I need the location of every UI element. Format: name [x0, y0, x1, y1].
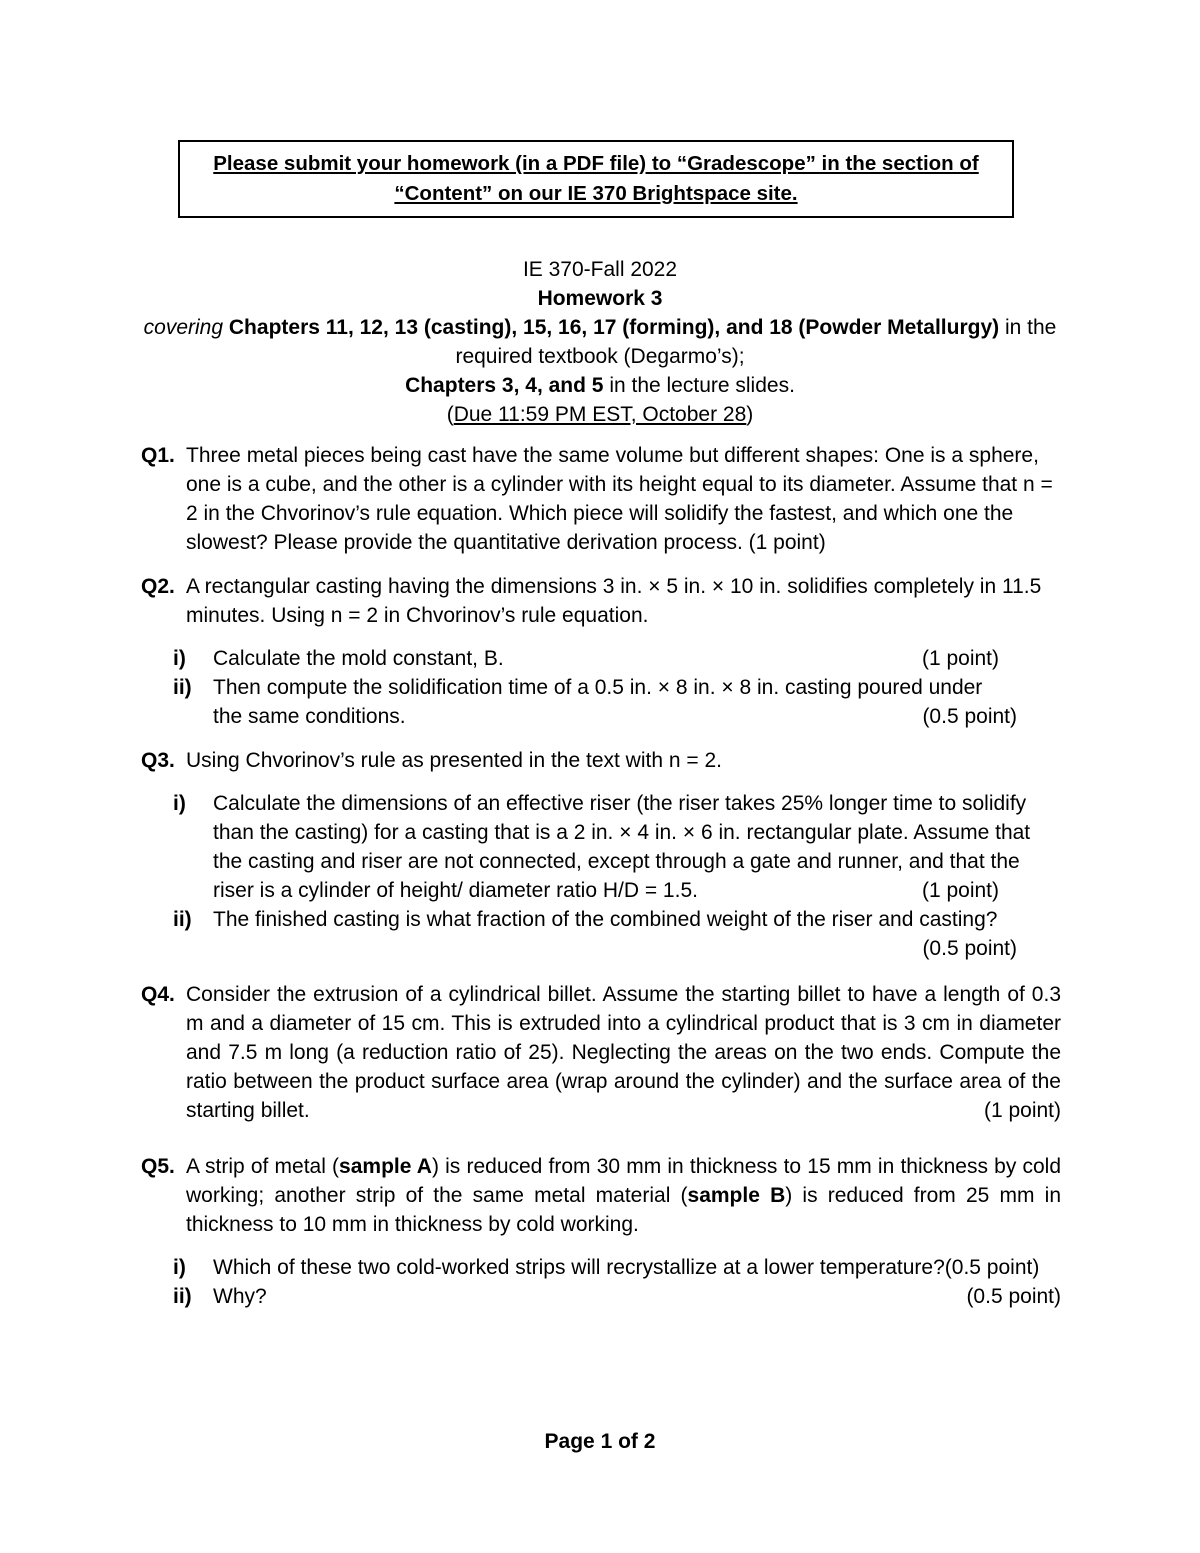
question-3	[141, 746, 1061, 963]
due-close: )	[746, 403, 754, 426]
subquestion-label: ii)	[173, 908, 192, 931]
question-number: Q4.	[141, 983, 175, 1006]
subquestion-text: Which of these two cold-worked strips will recrystallize at a lower temperature?	[213, 1256, 945, 1279]
question-1	[141, 441, 1061, 557]
submission-notice	[178, 140, 1014, 218]
points: (1 point)	[921, 879, 999, 902]
slides-tail: in the lecture slides.	[609, 374, 795, 397]
subquestion-ii	[173, 905, 1061, 963]
due-date: Due 11:59 PM EST, October 28	[453, 403, 747, 426]
question-number: Q5.	[141, 1155, 175, 1178]
due-line	[120, 400, 1080, 429]
points: (1 point)	[921, 647, 999, 670]
subquestion-label: i)	[173, 792, 186, 815]
subquestion-label: ii)	[173, 676, 192, 699]
covering-word: covering	[143, 316, 224, 339]
notice-line-2: “Content” on our IE 370 Brightspace site.	[394, 182, 798, 205]
notice-line-1: Please submit your homework (in a PDF file) to “Gradescope” in the section of	[213, 152, 979, 175]
sample-a: sample A	[339, 1155, 432, 1178]
covering-chapters: Chapters 11, 12, 13 (casting), 15, 16, 17 (forming), and 18 (Powder Metallurgy)	[228, 316, 1000, 339]
question-5	[141, 1152, 1061, 1311]
subquestion-i	[173, 789, 1061, 905]
question-2	[141, 572, 1061, 731]
course-title: IE 370-Fall 2022	[522, 258, 678, 281]
points: (1 point)	[983, 1099, 1061, 1122]
question-4	[141, 980, 1061, 1125]
subquestion-label: i)	[173, 1256, 186, 1279]
question-text: Three metal pieces being cast have the same volume but different shapes: One is a sphere, one is a cube, and the other is a cylinder with its height equal to its diameter. Assume that n = 2 in the Chvorinov’s rule equation. Which piece will solidify the fastest, and which one the slowest? Please provide the quantitative derivation process. (1 point)	[186, 444, 1053, 554]
homework-header	[120, 255, 1080, 429]
covering-line	[120, 313, 1080, 342]
q5-text-c: ) is reduced from 25 mm in thickness to 10 mm in thickness by cold working.	[186, 1184, 1061, 1236]
subquestion-i	[173, 1253, 1061, 1282]
question-text-wrap	[186, 980, 1061, 1125]
question-text: Using Chvorinov’s rule as presented in the text with n = 2.	[186, 749, 722, 772]
due-open: (	[446, 403, 454, 426]
homework-title: Homework 3	[537, 287, 663, 310]
question-text	[186, 1152, 1061, 1239]
points: (0.5 point)	[922, 937, 1017, 960]
question-number: Q3.	[141, 749, 175, 772]
q5-text-b: ) is reduced from 30 mm in thickness to 15 mm in thickness by cold working; another strip of the same metal material (	[186, 1155, 1062, 1207]
subquestion-text: Why?	[213, 1285, 267, 1308]
points: (0.5 point)	[944, 1256, 1040, 1279]
slides-line	[120, 371, 1080, 400]
points: (0.5 point)	[966, 1285, 1061, 1308]
slides-chapters: Chapters 3, 4, and 5	[405, 374, 604, 397]
page-number: Page 1 of 2	[544, 1430, 656, 1453]
subquestion-text: Calculate the dimensions of an effective riser (the riser takes 25% longer time to solidify than the casting) for a casting that is a 2 in. × 4 in. × 6 in. rectangular plate. Assume that the casting and riser are not connected, except through a gate and runner, and that the riser is a cylinder of height/ diameter ratio H/D = 1.5.	[213, 792, 1031, 902]
points: (0.5 point)	[922, 705, 1017, 728]
subquestion-text: Then compute the solidification time of a 0.5 in. × 8 in. × 8 in. casting poured under the same conditions.	[213, 676, 983, 728]
question-number: Q2.	[141, 575, 175, 598]
textbook-line: required textbook (Degarmo’s);	[455, 345, 745, 368]
subquestion-text: Calculate the mold constant, B.	[213, 647, 504, 670]
subquestion-i	[173, 644, 1061, 673]
covering-tail: in the	[1004, 316, 1057, 339]
q5-text-a: A strip of metal (	[186, 1155, 340, 1178]
subquestion-ii	[173, 673, 1061, 731]
subquestion-label: ii)	[173, 1285, 192, 1308]
subquestion-label: i)	[173, 647, 186, 670]
question-number: Q1.	[141, 444, 175, 467]
question-text: A rectangular casting having the dimensions 3 in. × 5 in. × 10 in. solidifies completely in 11.5 minutes. Using n = 2 in Chvorinov’s rule equation.	[186, 575, 1042, 627]
subquestion-ii	[173, 1282, 1061, 1311]
subquestion-text: The finished casting is what fraction of the combined weight of the riser and casting?	[213, 908, 998, 931]
question-text: Consider the extrusion of a cylindrical billet. Assume the starting billet to have a length of 0.3 m and a diameter of 15 cm. This is extruded into a cylindrical product that is 3 cm in diameter and 7.5 m long (a reduction ratio of 25). Neglecting the areas on the two ends. Compute the ratio between the product surface area (wrap around the cylinder) and the surface area of the starting billet.	[186, 983, 1061, 1122]
sample-b: sample B	[687, 1184, 786, 1207]
